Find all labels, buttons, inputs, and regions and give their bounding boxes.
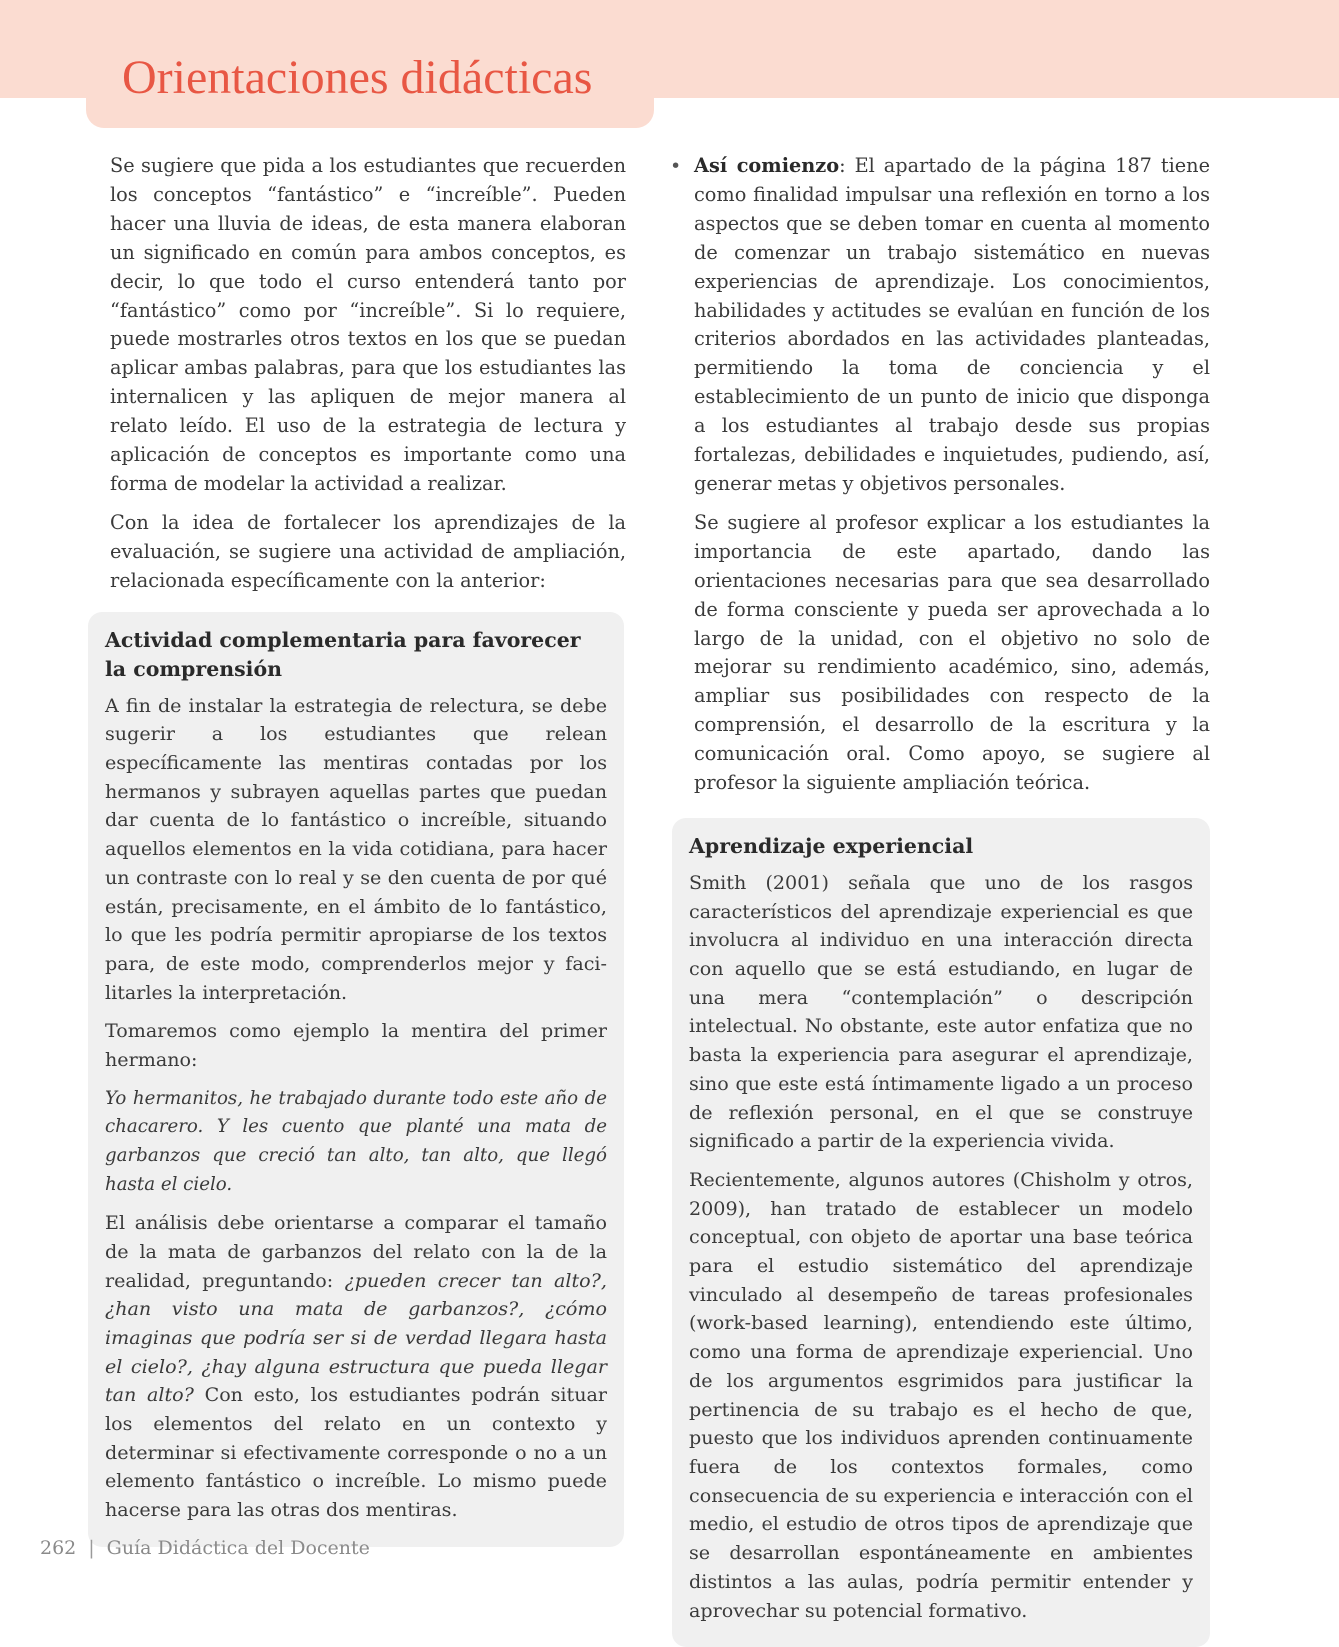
experiential-learning-paragraph-1: Smith (2001) señala que uno de los rasgos característicos del aprendizaje experiencial es que involucra al individuo en una interacción directa con aquello que se está estudiando, en lugar de una mera “contemplación” o descripción intelectual. No obstante, este autor enfatiza que no basta la experiencia para asegurar el aprendizaje, sino que este está íntimamente ligado a un proceso de reflexión personal, en el que se construye significado a partir de la experiencia vivida. <box>689 870 1193 1153</box>
asi-comienzo-label: Así comienzo <box>694 154 840 177</box>
left-paragraph-2: Con la idea de fortalecer los aprendizajes de la evaluación, se sugiere una actividad de ampliación, relacionada específicamente con la anterior: <box>110 510 626 592</box>
page-number: 262 <box>40 1537 77 1559</box>
complementary-activity-box <box>88 612 624 1547</box>
experiential-learning-paragraph-2: Recientemente, algunos autores (Chisholm y otros, 2009), han tratado de establecer un modelo conceptual, con objeto de aportar una base teórica para el estudio sistemático del aprendizaje vinculado al desempeño de tareas profesionales (work-based learning), entendiendo este último, como una forma de aprendizaje experiencial. Uno de los argumentos esgrimidos para justificar la pertinencia de su trabajo es el hecho de que, puesto que los individuos aprenden continuamente fuera de los contextos formales, como consecuencia de su experiencia e interacción con el medio, el estudio de otros tipos de aprendizaje que se desarrollan espontáneamente en ambientes distintos a las aulas, podría permitir entender y aprovechar su potencial formativo. <box>689 1167 1193 1622</box>
complementary-activity-paragraph-1: A fin de instalar la estrategia de relectura, se debe sugerir a los estudiantes que relean específicamente las mentiras contadas por los hermanos y subrayen aquellas partes que puedan dar cuenta de lo fantástico o increíble, situando aquellos elementos en la vida cotidiana, para hacer un contraste con lo real y se den cuenta de por qué están, precisamente, en el ámbito de lo fantástico, lo que les podría permitir apropiarse de los textos para, de este modo, comprenderlos mejor y facilitarles la interpretación. <box>105 693 607 1004</box>
asi-comienzo-bullet <box>670 152 1210 499</box>
right-column <box>670 152 1210 1647</box>
complementary-activity-paragraph-3 <box>105 1209 607 1525</box>
right-paragraph-2: Se sugiere al profesor explicar a los estudiantes la importancia de este apartado, dando las orientaciones necesarias para que sea desarrollado de forma consciente y pueda ser aprovechada a lo largo de la unidad, con el objetivo no solo de mejorar su rendimiento académico, sino, además, ampliar sus posibilidades con respecto de la comprensión, el desarrollo de la escritura y la comunicación oral. Como apoyo, se sugiere al profesor la siguiente ampliación teórica. <box>694 510 1210 795</box>
experiential-learning-box <box>672 818 1210 1647</box>
left-paragraph-1: Se sugiere que pida a los estudiantes que recuerden los conceptos “fantástico” e “increíble”. Pueden hacer una lluvia de ideas, de esta manera elaboran un significado en común para ambos conceptos, es decir, lo que todo el curso entenderá tanto por “fantástico” como por “increíble”. Si lo requiere, puede mostrarles otros textos en los que se puedan aplicar ambas palabras, para que los estudiantes las internalicen y las apliquen de mejor manera al relato leído. El uso de la estrategia de lectura y aplicación de conceptos es importante como una forma de modelar la actividad a realizar. <box>110 154 626 495</box>
analysis-text-start: El análisis debe orientarse a comparar el tamaño de la mata de garbanzos del relato con la de la realidad, preguntando: <box>105 1211 607 1292</box>
page-title: Orientaciones didácticas <box>122 51 593 104</box>
left-column <box>105 152 626 1547</box>
asi-comienzo-text: : El apartado de la página 187 tiene como finalidad impulsar una reflexión en torno a los aspectos que se deben tomar en cuenta al momento de comenzar un trabajo sistemático en nuevas experiencias de aprendizaje. Los conocimientos, habilidades y actitudes se evalúan en función de los criterios abordados en las actividades planteadas, permitiendo la toma de conciencia y el establecimiento de un punto de inicio que disponga a los estudiantes al trabajo desde sus propias fortalezas, debilidades e inquietudes, pudiendo, así, generar metas y objetivos personales. <box>694 154 1210 495</box>
page-footer <box>40 1535 370 1561</box>
analysis-text-end: Con esto, los estudiantes podrán situar los elementos del relato en un contexto y determinar si efectivamente corresponde o no a un elemento fantástico o increíble. Lo mismo puede hacerse para las otras dos mentiras. <box>105 1383 607 1522</box>
footer-book-title: Guía Didáctica del Docente <box>106 1537 370 1559</box>
footer-separator: | <box>88 1537 95 1559</box>
complementary-activity-heading: Actividad complementaria para favorecer la comprensión <box>105 627 581 681</box>
analysis-questions: ¿pueden crecer tan alto?, ¿han visto una mata de garbanzos?, ¿cómo imaginas que podría ser si de verdad llegara hasta el cielo?, ¿hay alguna estructura que pueda llegar tan alto? <box>105 1268 607 1407</box>
experiential-learning-heading: Aprendizaje experiencial <box>689 833 974 858</box>
bullet-icon: • <box>670 155 682 177</box>
first-brother-quote: Yo hermanitos, he trabajado durante todo este año de chacarero. Y les cuento que planté una mata de garbanzos que creció tan alto, tan alto, que llegó hasta el cielo. <box>105 1087 607 1195</box>
complementary-activity-paragraph-2: Tomaremos como ejemplo la mentira del primer hermano: <box>105 1019 607 1072</box>
